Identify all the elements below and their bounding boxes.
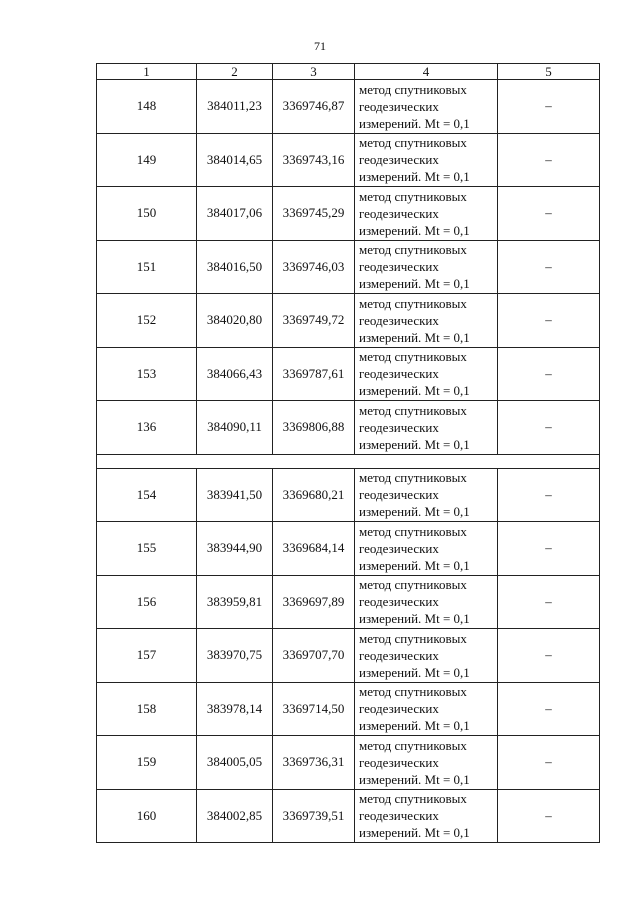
method-line: геодезических bbox=[359, 205, 439, 221]
method-line: измерений. Mt = 0,1 bbox=[359, 329, 470, 345]
method-description bbox=[355, 187, 498, 241]
method-description bbox=[355, 575, 498, 629]
method-line: измерений. Mt = 0,1 bbox=[359, 276, 470, 292]
table-row bbox=[97, 347, 600, 401]
coordinate-y: 3369736,31 bbox=[273, 736, 355, 790]
header-col-2: 2 bbox=[197, 64, 273, 80]
method-line: измерений. Mt = 0,1 bbox=[359, 436, 470, 452]
method-line: метод спутниковых bbox=[359, 81, 467, 97]
point-number: 136 bbox=[97, 401, 197, 455]
coordinate-x: 384017,06 bbox=[197, 187, 273, 241]
group-separator-cell bbox=[97, 454, 600, 468]
point-number: 155 bbox=[97, 522, 197, 576]
coordinate-x: 383978,14 bbox=[197, 682, 273, 736]
method-line: метод спутниковых bbox=[359, 630, 467, 646]
method-line: геодезических bbox=[359, 754, 439, 770]
group-separator-row bbox=[97, 454, 600, 468]
col-5-value: – bbox=[498, 468, 600, 522]
col-5-value: – bbox=[498, 294, 600, 348]
point-number: 152 bbox=[97, 294, 197, 348]
coordinate-y: 3369746,03 bbox=[273, 240, 355, 294]
point-number: 149 bbox=[97, 133, 197, 187]
method-line: метод спутниковых bbox=[359, 188, 467, 204]
table-row bbox=[97, 187, 600, 241]
method-line: измерений. Mt = 0,1 bbox=[359, 718, 470, 734]
table-row bbox=[97, 575, 600, 629]
point-number: 160 bbox=[97, 789, 197, 843]
method-line: геодезических bbox=[359, 259, 439, 275]
col-5-value: – bbox=[498, 80, 600, 134]
table-row bbox=[97, 522, 600, 576]
coordinate-y: 3369680,21 bbox=[273, 468, 355, 522]
coordinate-x: 384011,23 bbox=[197, 80, 273, 134]
method-line: геодезических bbox=[359, 419, 439, 435]
coordinate-x: 384090,11 bbox=[197, 401, 273, 455]
method-description bbox=[355, 468, 498, 522]
method-description bbox=[355, 347, 498, 401]
method-description bbox=[355, 629, 498, 683]
col-5-value: – bbox=[498, 401, 600, 455]
method-line: измерений. Mt = 0,1 bbox=[359, 557, 470, 573]
coordinate-y: 3369806,88 bbox=[273, 401, 355, 455]
coordinate-x: 384014,65 bbox=[197, 133, 273, 187]
coordinate-x: 384066,43 bbox=[197, 347, 273, 401]
method-description bbox=[355, 736, 498, 790]
method-line: измерений. Mt = 0,1 bbox=[359, 611, 470, 627]
method-description bbox=[355, 401, 498, 455]
method-description bbox=[355, 682, 498, 736]
method-line: метод спутниковых bbox=[359, 349, 467, 365]
coordinate-x: 384002,85 bbox=[197, 789, 273, 843]
table-row bbox=[97, 80, 600, 134]
coordinates-table bbox=[96, 63, 600, 843]
table-row bbox=[97, 736, 600, 790]
method-line: метод спутниковых bbox=[359, 470, 467, 486]
table-row bbox=[97, 240, 600, 294]
coordinate-x: 383970,75 bbox=[197, 629, 273, 683]
table-row bbox=[97, 468, 600, 522]
point-number: 159 bbox=[97, 736, 197, 790]
method-line: измерений. Mt = 0,1 bbox=[359, 504, 470, 520]
point-number: 153 bbox=[97, 347, 197, 401]
point-number: 151 bbox=[97, 240, 197, 294]
table-row bbox=[97, 629, 600, 683]
col-5-value: – bbox=[498, 133, 600, 187]
point-number: 157 bbox=[97, 629, 197, 683]
coordinate-x: 384016,50 bbox=[197, 240, 273, 294]
point-number: 148 bbox=[97, 80, 197, 134]
coordinate-x: 383959,81 bbox=[197, 575, 273, 629]
method-line: геодезических bbox=[359, 647, 439, 663]
method-line: геодезических bbox=[359, 540, 439, 556]
method-line: измерений. Mt = 0,1 bbox=[359, 771, 470, 787]
table-row bbox=[97, 294, 600, 348]
method-description bbox=[355, 789, 498, 843]
method-line: геодезических bbox=[359, 808, 439, 824]
method-line: геодезических bbox=[359, 701, 439, 717]
coordinate-y: 3369743,16 bbox=[273, 133, 355, 187]
header-col-5: 5 bbox=[498, 64, 600, 80]
method-line: геодезических bbox=[359, 366, 439, 382]
coordinate-y: 3369697,89 bbox=[273, 575, 355, 629]
method-line: измерений. Mt = 0,1 bbox=[359, 383, 470, 399]
coordinate-y: 3369787,61 bbox=[273, 347, 355, 401]
point-number: 150 bbox=[97, 187, 197, 241]
method-line: метод спутниковых bbox=[359, 684, 467, 700]
method-line: метод спутниковых bbox=[359, 242, 467, 258]
method-line: метод спутниковых bbox=[359, 737, 467, 753]
method-description bbox=[355, 133, 498, 187]
coordinate-y: 3369684,14 bbox=[273, 522, 355, 576]
method-line: измерений. Mt = 0,1 bbox=[359, 222, 470, 238]
page-number: 71 bbox=[314, 39, 326, 53]
method-line: геодезических bbox=[359, 594, 439, 610]
method-description bbox=[355, 240, 498, 294]
table-row bbox=[97, 682, 600, 736]
method-line: метод спутниковых bbox=[359, 523, 467, 539]
method-line: метод спутниковых bbox=[359, 295, 467, 311]
coordinate-y: 3369746,87 bbox=[273, 80, 355, 134]
method-line: метод спутниковых bbox=[359, 135, 467, 151]
header-col-3: 3 bbox=[273, 64, 355, 80]
method-line: геодезических bbox=[359, 98, 439, 114]
method-line: геодезических bbox=[359, 487, 439, 503]
col-5-value: – bbox=[498, 736, 600, 790]
coordinate-x: 384005,05 bbox=[197, 736, 273, 790]
method-description bbox=[355, 522, 498, 576]
table-row bbox=[97, 401, 600, 455]
table-row bbox=[97, 789, 600, 843]
method-line: метод спутниковых bbox=[359, 402, 467, 418]
coordinate-y: 3369714,50 bbox=[273, 682, 355, 736]
col-5-value: – bbox=[498, 187, 600, 241]
method-line: метод спутниковых bbox=[359, 791, 467, 807]
point-number: 156 bbox=[97, 575, 197, 629]
coordinate-y: 3369707,70 bbox=[273, 629, 355, 683]
method-line: метод спутниковых bbox=[359, 577, 467, 593]
method-description bbox=[355, 294, 498, 348]
col-5-value: – bbox=[498, 240, 600, 294]
point-number: 154 bbox=[97, 468, 197, 522]
method-description bbox=[355, 80, 498, 134]
method-line: измерений. Mt = 0,1 bbox=[359, 664, 470, 680]
method-line: геодезических bbox=[359, 152, 439, 168]
point-number: 158 bbox=[97, 682, 197, 736]
coordinate-y: 3369749,72 bbox=[273, 294, 355, 348]
header-row bbox=[97, 64, 600, 80]
col-5-value: – bbox=[498, 575, 600, 629]
col-5-value: – bbox=[498, 789, 600, 843]
coordinate-y: 3369745,29 bbox=[273, 187, 355, 241]
method-line: измерений. Mt = 0,1 bbox=[359, 115, 470, 131]
col-5-value: – bbox=[498, 629, 600, 683]
col-5-value: – bbox=[498, 682, 600, 736]
method-line: измерений. Mt = 0,1 bbox=[359, 825, 470, 841]
method-line: геодезических bbox=[359, 312, 439, 328]
coordinate-x: 383944,90 bbox=[197, 522, 273, 576]
coordinate-y: 3369739,51 bbox=[273, 789, 355, 843]
method-line: измерений. Mt = 0,1 bbox=[359, 169, 470, 185]
header-col-4: 4 bbox=[355, 64, 498, 80]
header-col-1: 1 bbox=[97, 64, 197, 80]
col-5-value: – bbox=[498, 347, 600, 401]
table-row bbox=[97, 133, 600, 187]
coordinate-x: 383941,50 bbox=[197, 468, 273, 522]
coordinate-x: 384020,80 bbox=[197, 294, 273, 348]
col-5-value: – bbox=[498, 522, 600, 576]
